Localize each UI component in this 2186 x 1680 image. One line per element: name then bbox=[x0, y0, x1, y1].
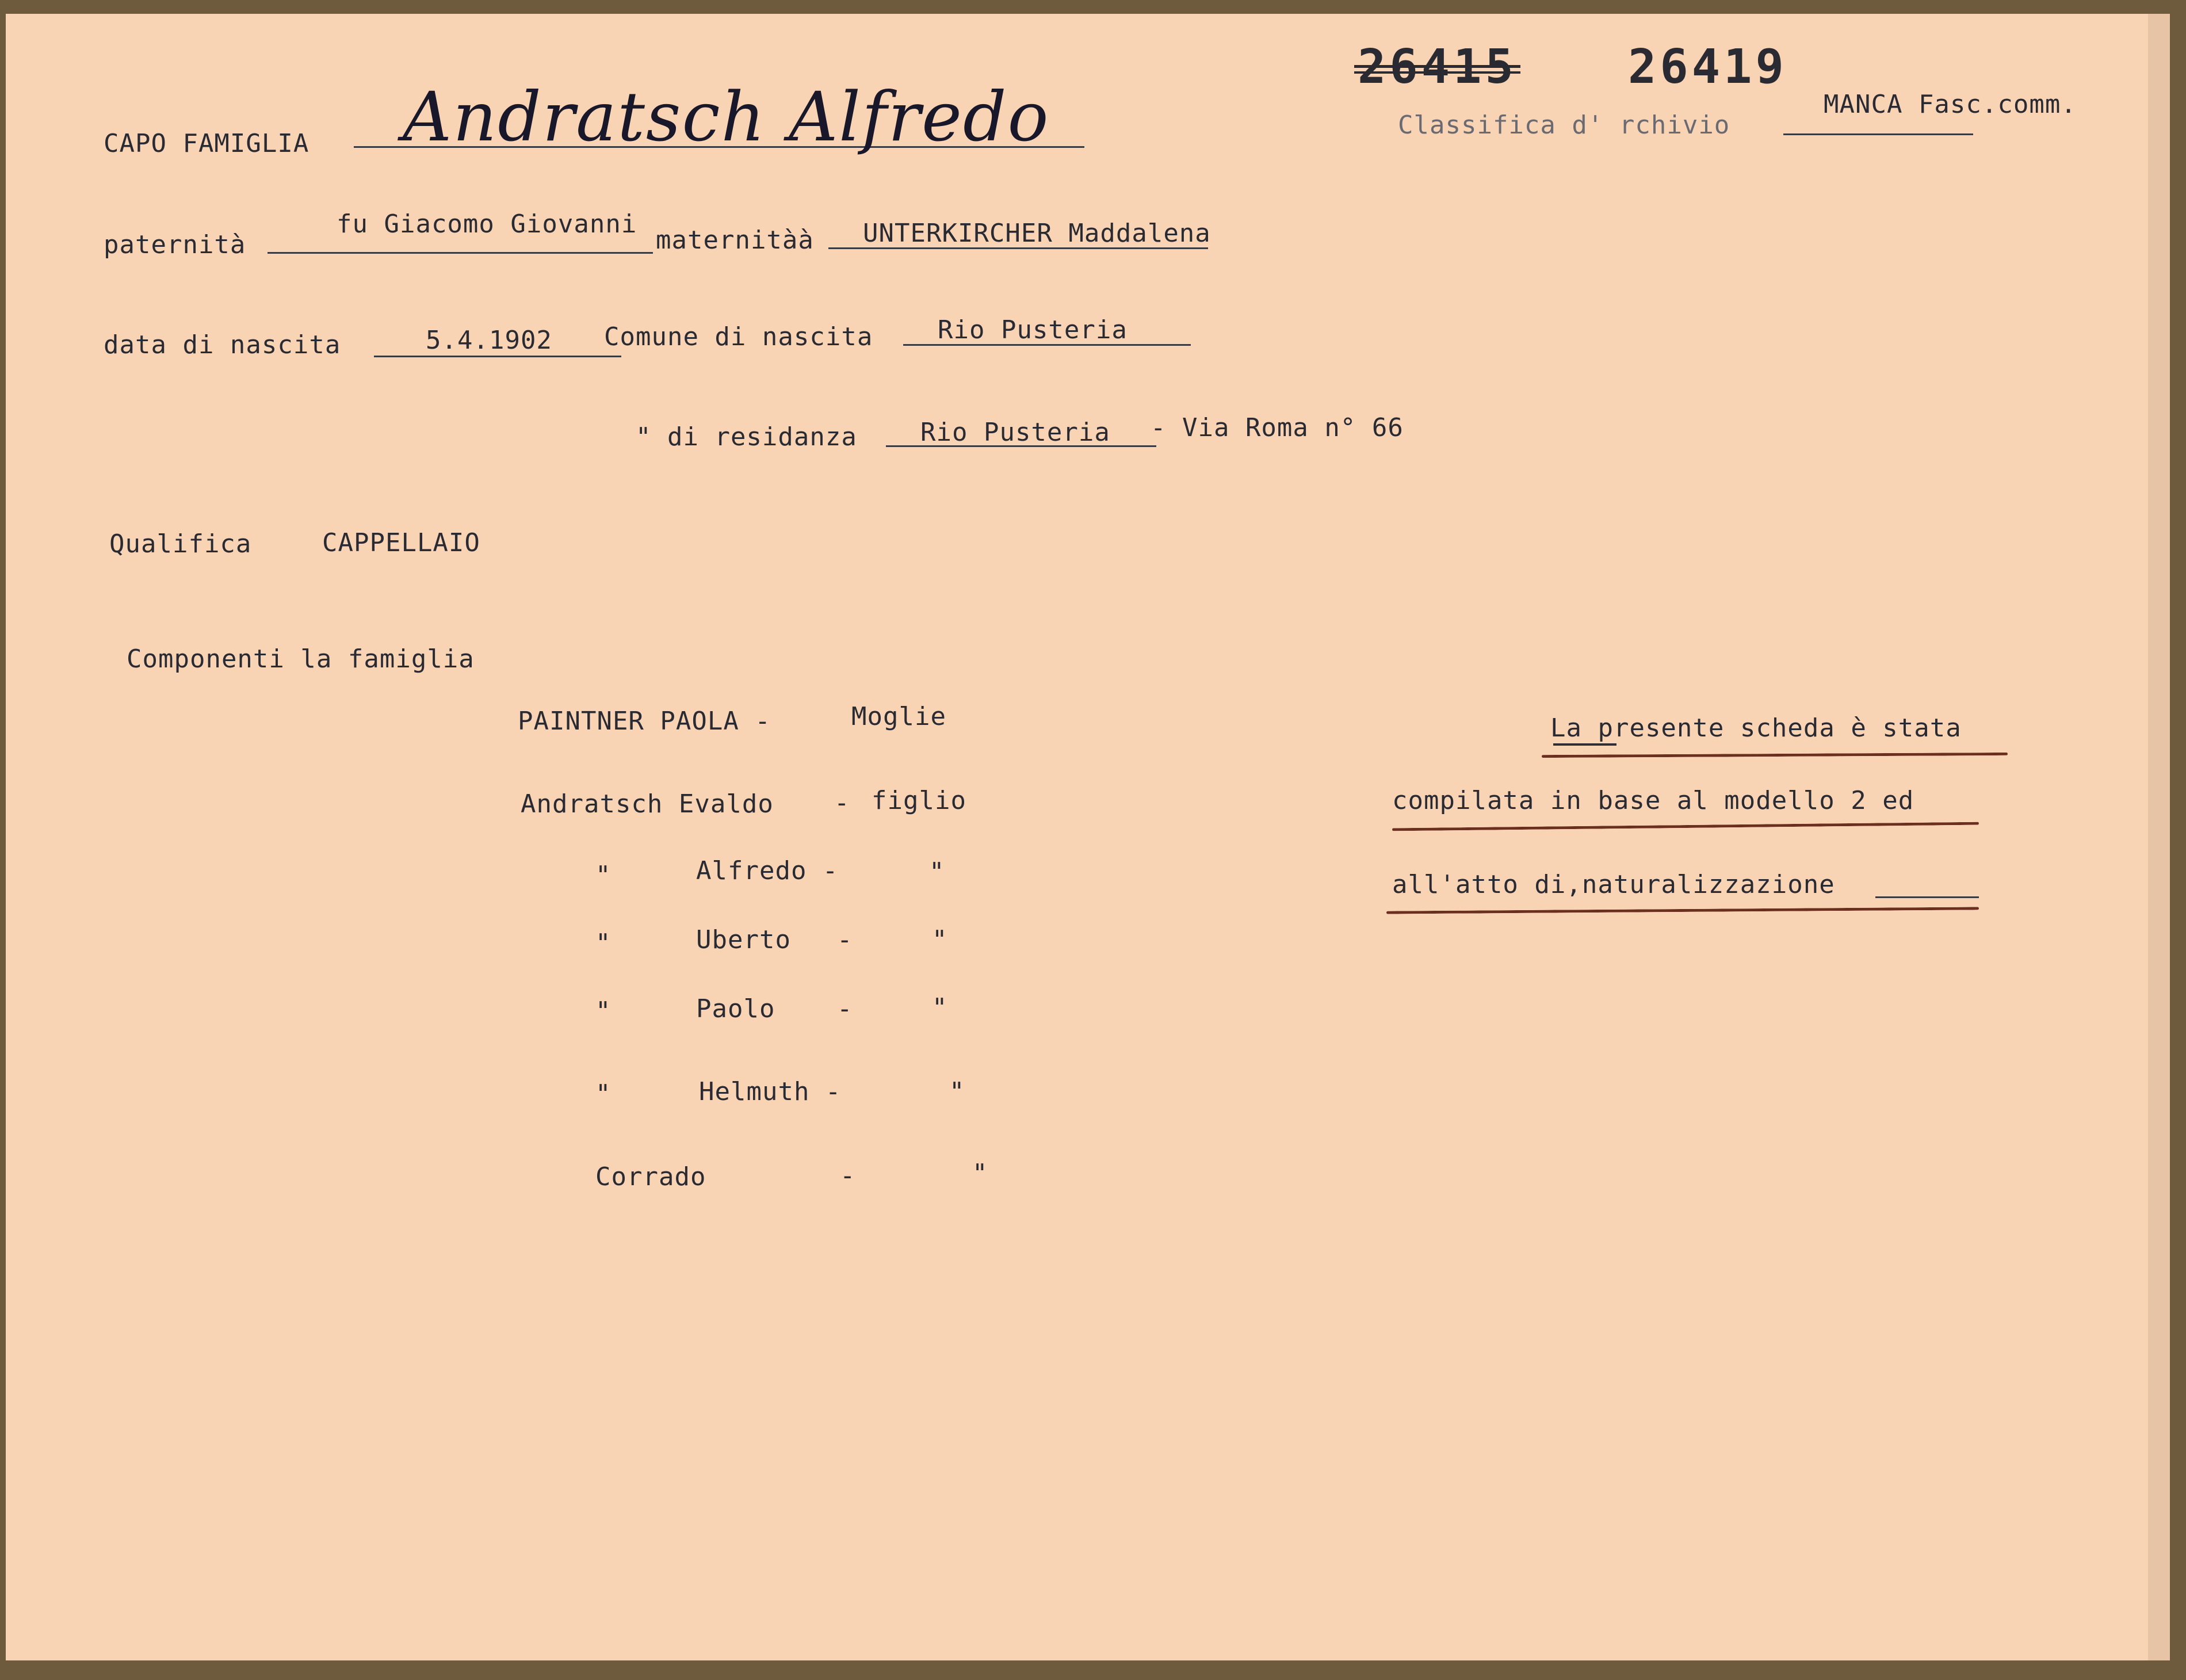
birth-town-label: Comune di nascita bbox=[604, 322, 873, 352]
ditto-mark: " bbox=[595, 861, 612, 890]
qualifica-value: CAPPELLAIO bbox=[322, 528, 480, 558]
member-relation: figlio bbox=[872, 786, 966, 815]
member-name: Uberto bbox=[696, 925, 791, 954]
birth-date-value: 5.4.1902 bbox=[426, 326, 552, 355]
ditto-mark: " bbox=[595, 996, 612, 1026]
old-record-number: 26415 bbox=[1358, 40, 1517, 94]
capo-famiglia-label: CAPO FAMIGLIA bbox=[104, 129, 309, 158]
qualifica-label: Qualifica bbox=[109, 529, 252, 559]
capo-famiglia-handwritten-name: Andratsch Alfredo bbox=[403, 77, 1050, 156]
member-name: Corrado bbox=[595, 1162, 706, 1192]
member-name: Alfredo - bbox=[696, 856, 839, 885]
member-relation: " bbox=[929, 857, 945, 887]
archive-label: Classifica d' rchivio bbox=[1398, 110, 1730, 140]
note-line-3-typed-underline bbox=[1875, 896, 1979, 898]
birth-date-label: data di nascita bbox=[104, 330, 341, 360]
member-dash: - bbox=[837, 994, 853, 1024]
family-members-heading: Componenti la famiglia bbox=[127, 644, 475, 674]
archive-underline bbox=[1783, 133, 1973, 135]
ditto-mark: " bbox=[595, 929, 612, 958]
maternita-value: UNTERKIRCHER Maddalena bbox=[863, 219, 1211, 248]
birth-date-underline bbox=[374, 356, 621, 357]
residence-value: Rio Pusteria bbox=[920, 418, 1110, 447]
paternita-label: paternità bbox=[104, 230, 246, 259]
record-card bbox=[6, 14, 2170, 1660]
member-name: Andratsch Evaldo bbox=[521, 789, 774, 819]
note-line-1-pen-underline bbox=[1542, 753, 2008, 758]
note-line-3-pen-underline bbox=[1386, 907, 1979, 914]
paternita-underline bbox=[267, 252, 653, 254]
residence-label: " di residanza bbox=[636, 422, 857, 452]
member-relation: " bbox=[949, 1077, 965, 1106]
maternita-label: maternitàà bbox=[656, 226, 814, 255]
member-dash: - bbox=[840, 1161, 856, 1190]
birth-town-value: Rio Pusteria bbox=[938, 315, 1128, 345]
member-relation: Moglie bbox=[851, 702, 946, 731]
residence-address: - Via Roma n° 66 bbox=[1151, 413, 1404, 442]
note-line-3: all'atto di,naturalizzazione bbox=[1392, 870, 1835, 899]
ditto-mark: " bbox=[595, 1079, 612, 1109]
member-relation: " bbox=[932, 993, 948, 1022]
member-dash: - bbox=[834, 788, 850, 818]
note-line-2-pen-underline bbox=[1392, 822, 1979, 831]
archive-value: MANCA Fasc.comm. bbox=[1824, 90, 2077, 119]
note-line-1: La presente scheda è stata bbox=[1550, 713, 1962, 743]
member-name: Paolo bbox=[696, 994, 775, 1024]
member-name: PAINTNER PAOLA - bbox=[518, 707, 771, 736]
note-line-1-typed-underline bbox=[1553, 743, 1616, 746]
member-dash: - bbox=[837, 925, 853, 954]
member-name: Helmuth - bbox=[699, 1077, 842, 1106]
paternita-value: fu Giacomo Giovanni bbox=[337, 209, 637, 239]
note-line-2: compilata in base al modello 2 ed bbox=[1392, 786, 1914, 815]
member-relation: " bbox=[972, 1159, 988, 1188]
member-relation: " bbox=[932, 925, 948, 954]
record-number: 26419 bbox=[1628, 40, 1787, 94]
